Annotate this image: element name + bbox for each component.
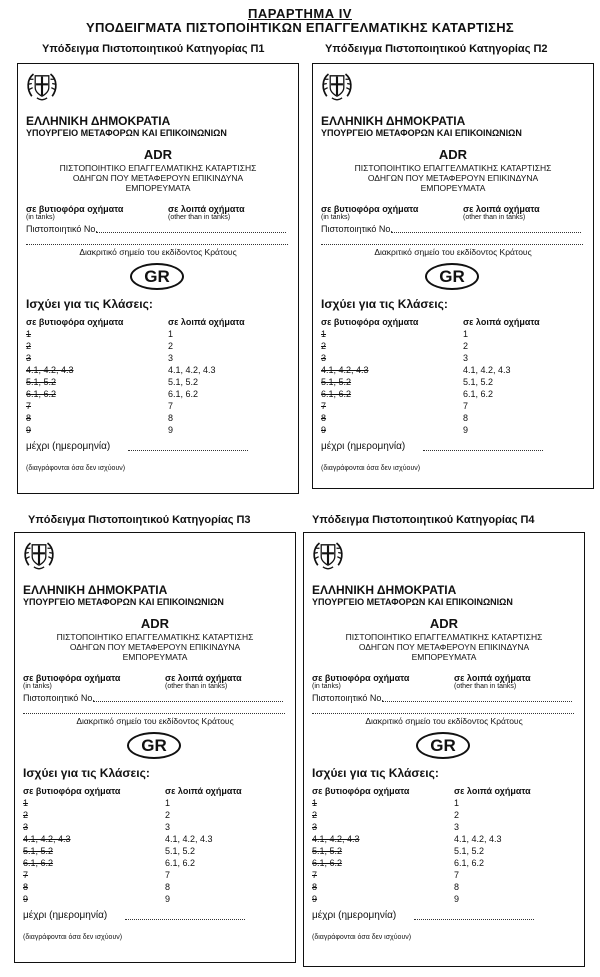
classes-tank-column-header: σε βυτιοφόρα οχήματα: [23, 786, 121, 796]
other-vehicles-label: σε λοιπά οχήματα: [463, 204, 540, 214]
tank-class-value: 5.1, 5.2: [26, 377, 57, 387]
class-row: [15, 882, 295, 894]
certificate-title-line-1: ΠΙΣΤΟΠΟΙΗΤΙΚΟ ΕΠΑΓΓΕΛΜΑΤΙΚΗΣ ΚΑΤΑΡΤΙΣΗΣ: [345, 632, 543, 642]
tank-class-value: 5.1, 5.2: [321, 377, 352, 387]
certificate-number-field: [382, 701, 572, 702]
certificate-number-label: Πιστοποιητικό No.: [321, 224, 393, 234]
classes-other-column-header: σε λοιπά οχήματα: [165, 786, 242, 796]
tank-class-value: 6.1, 6.2: [23, 858, 54, 868]
certificate-number-label: Πιστοποιητικό No.: [312, 693, 384, 703]
other-class-value: 3: [168, 353, 174, 363]
tank-class-value: 7: [26, 401, 32, 411]
strike-note: (διαγράφονται όσα δεν ισχύουν): [23, 934, 123, 941]
certificate-title-line-2: ΟΔΗΓΩΝ ΠΟΥ ΜΕΤΑΦΕΡΟΥΝ ΕΠΙΚΙΝΔΥΝΑ: [367, 173, 539, 183]
class-row: [304, 822, 584, 834]
other-class-value: 3: [165, 822, 171, 832]
class-row: [313, 425, 593, 437]
government-name: ΕΛΛΗΝΙΚΗ ΔΗΜΟΚΡΑΤΙΑ: [23, 583, 168, 597]
tank-vehicles-sublabel: (in tanks): [312, 683, 341, 690]
classes-tank-column-header: σε βυτιοφόρα οχήματα: [312, 786, 410, 796]
other-class-value: 5.1, 5.2: [454, 846, 485, 856]
class-row: [304, 882, 584, 894]
tank-class-value: 7: [321, 401, 327, 411]
tank-class-value: 8: [321, 413, 327, 423]
class-row: [304, 798, 584, 810]
class-row: [313, 329, 593, 341]
other-vehicles-sublabel: (other than in tanks): [168, 214, 231, 221]
other-class-value: 1: [463, 329, 469, 339]
adr-label: ADR: [143, 147, 173, 162]
state-mark-label: Διακριτικό σημείο του εκδίδοντος Κράτους: [374, 247, 532, 257]
tank-class-value: 6.1, 6.2: [312, 858, 343, 868]
class-row: [18, 401, 298, 413]
tank-class-value: 6.1, 6.2: [321, 389, 352, 399]
other-class-value: 6.1, 6.2: [168, 389, 199, 399]
class-row: [15, 822, 295, 834]
certificate-number-label: Πιστοποιητικό No.: [26, 224, 98, 234]
government-name: ΕΛΛΗΝΙΚΗ ΔΗΜΟΚΡΑΤΙΑ: [312, 583, 457, 597]
classes-other-column-header: σε λοιπά οχήματα: [168, 317, 245, 327]
valid-until-field: [414, 919, 534, 920]
valid-until-label: μέχρι (ημερομηνία): [312, 910, 397, 921]
certificate-card-p3: [14, 532, 296, 963]
state-mark-label: Διακριτικό σημείο του εκδίδοντος Κράτους: [76, 716, 234, 726]
tank-class-value: 9: [321, 425, 327, 435]
certificate-number-field: [391, 232, 581, 233]
class-row: [313, 353, 593, 365]
tank-class-value: 1: [23, 798, 29, 808]
other-class-value: 6.1, 6.2: [463, 389, 494, 399]
state-mark-label: Διακριτικό σημείο του εκδίδοντος Κράτους: [79, 247, 237, 257]
valid-until-label: μέχρι (ημερομηνία): [321, 441, 406, 452]
tank-class-value: 9: [26, 425, 32, 435]
other-vehicles-sublabel: (other than in tanks): [165, 683, 228, 690]
tank-class-value: 3: [23, 822, 29, 832]
tank-class-value: 5.1, 5.2: [312, 846, 343, 856]
class-row: [18, 425, 298, 437]
certificate-number-field: [93, 701, 283, 702]
class-row: [15, 810, 295, 822]
valid-until-label: μέχρι (ημερομηνία): [26, 441, 111, 452]
other-class-value: 4.1, 4.2, 4.3: [165, 834, 213, 844]
class-row: [304, 810, 584, 822]
tank-vehicles-label: σε βυτιοφόρα οχήματα: [321, 204, 419, 214]
other-class-value: 1: [454, 798, 460, 808]
class-row: [304, 894, 584, 906]
tank-class-value: 1: [321, 329, 327, 339]
valid-until-field: [128, 450, 248, 451]
class-row: [304, 846, 584, 858]
certificate-number-label: Πιστοποιητικό No.: [23, 693, 95, 703]
other-vehicles-label: σε λοιπά οχήματα: [168, 204, 245, 214]
other-vehicles-label: σε λοιπά οχήματα: [454, 673, 531, 683]
certificate-title-line-1: ΠΙΣΤΟΠΟΙΗΤΙΚΟ ΕΠΑΓΓΕΛΜΑΤΙΚΗΣ ΚΑΤΑΡΤΙΣΗΣ: [354, 163, 552, 173]
classes-other-column-header: σε λοιπά οχήματα: [463, 317, 540, 327]
other-class-value: 2: [165, 810, 171, 820]
adr-label: ADR: [438, 147, 468, 162]
valid-classes-heading: Ισχύει για τις Κλάσεις:: [321, 297, 448, 311]
certificate: [313, 64, 593, 488]
other-vehicles-label: σε λοιπά οχήματα: [165, 673, 242, 683]
certificate: [304, 533, 584, 966]
caption-p3: Υπόδειγμα Πιστοποιητικού Κατηγορίας Π3: [28, 514, 251, 526]
tank-class-value: 9: [312, 894, 318, 904]
class-row: [18, 353, 298, 365]
strike-note: (διαγράφονται όσα δεν ισχύουν): [312, 934, 412, 941]
tank-vehicles-sublabel: (in tanks): [26, 214, 55, 221]
tank-vehicles-sublabel: (in tanks): [321, 214, 350, 221]
other-class-value: 6.1, 6.2: [165, 858, 196, 868]
tank-class-value: 3: [26, 353, 32, 363]
country-code-oval: GR: [127, 732, 181, 759]
other-class-value: 8: [463, 413, 469, 423]
valid-until-label: μέχρι (ημερομηνία): [23, 910, 108, 921]
other-class-value: 1: [168, 329, 174, 339]
class-row: [304, 858, 584, 870]
strike-note: (διαγράφονται όσα δεν ισχύουν): [26, 465, 126, 472]
country-code-oval: GR: [416, 732, 470, 759]
ministry-name: ΥΠΟΥΡΓΕΙΟ ΜΕΤΑΦΟΡΩΝ ΚΑΙ ΕΠΙΚΟΙΝΩΝΙΩΝ: [321, 128, 522, 138]
other-class-value: 2: [454, 810, 460, 820]
certificate-title-line-3: ΕΜΠΟΡΕΥΜΑΤΑ: [411, 652, 477, 662]
other-class-value: 6.1, 6.2: [454, 858, 485, 868]
tank-class-value: 2: [321, 341, 327, 351]
class-row: [15, 894, 295, 906]
tank-vehicles-label: σε βυτιοφόρα οχήματα: [23, 673, 121, 683]
strike-note: (διαγράφονται όσα δεν ισχύουν): [321, 465, 421, 472]
tank-vehicles-label: σε βυτιοφόρα οχήματα: [312, 673, 410, 683]
ministry-name: ΥΠΟΥΡΓΕΙΟ ΜΕΤΑΦΟΡΩΝ ΚΑΙ ΕΠΙΚΟΙΝΩΝΙΩΝ: [23, 597, 224, 607]
other-class-value: 7: [454, 870, 460, 880]
valid-classes-heading: Ισχύει για τις Κλάσεις:: [312, 766, 439, 780]
classes-tank-column-header: σε βυτιοφόρα οχήματα: [321, 317, 419, 327]
class-row: [313, 413, 593, 425]
valid-classes-heading: Ισχύει για τις Κλάσεις:: [23, 766, 150, 780]
other-class-value: 8: [168, 413, 174, 423]
certificate-title-line-3: ΕΜΠΟΡΕΥΜΑΤΑ: [125, 183, 191, 193]
class-row: [15, 834, 295, 846]
other-class-value: 4.1, 4.2, 4.3: [168, 365, 216, 375]
class-row: [313, 377, 593, 389]
other-vehicles-sublabel: (other than in tanks): [463, 214, 526, 221]
certificate-number-field-line: [23, 713, 285, 714]
tank-class-value: 1: [312, 798, 318, 808]
certificate-card-p4: [303, 532, 585, 967]
certificate-card-p2: [312, 63, 594, 489]
class-row: [15, 798, 295, 810]
certificate: [15, 533, 295, 962]
coat-of-arms-icon: [311, 538, 345, 572]
valid-until-field: [125, 919, 245, 920]
tank-class-value: 2: [26, 341, 32, 351]
tank-class-value: 2: [23, 810, 29, 820]
class-row: [313, 389, 593, 401]
certificate-title-line-2: ΟΔΗΓΩΝ ΠΟΥ ΜΕΤΑΦΕΡΟΥΝ ΕΠΙΚΙΝΔΥΝΑ: [358, 642, 530, 652]
certificate-number-field-line: [321, 244, 583, 245]
certificate-number-field: [96, 232, 286, 233]
certificate-title-line-2: ΟΔΗΓΩΝ ΠΟΥ ΜΕΤΑΦΕΡΟΥΝ ΕΠΙΚΙΝΔΥΝΑ: [69, 642, 241, 652]
document-title: ΥΠΟΔΕΙΓΜΑΤΑ ΠΙΣΤΟΠΟΙΗΤΙΚΩΝ ΕΠΑΓΓΕΛΜΑΤΙΚΗΣ ΚΑΤΑΡΤΙΣΗΣ: [85, 20, 515, 35]
annex-title: ΠΑΡΑΡΤΗΜΑ IV: [248, 6, 352, 21]
tank-class-value: 9: [23, 894, 29, 904]
caption-p1: Υπόδειγμα Πιστοποιητικού Κατηγορίας Π1: [42, 43, 265, 55]
other-vehicles-sublabel: (other than in tanks): [454, 683, 517, 690]
caption-p2: Υπόδειγμα Πιστοποιητικού Κατηγορίας Π2: [325, 43, 548, 55]
tank-class-value: 3: [312, 822, 318, 832]
class-row: [313, 401, 593, 413]
government-name: ΕΛΛΗΝΙΚΗ ΔΗΜΟΚΡΑΤΙΑ: [26, 114, 171, 128]
other-class-value: 5.1, 5.2: [165, 846, 196, 856]
class-row: [18, 413, 298, 425]
adr-label: ADR: [140, 616, 170, 631]
class-row: [304, 834, 584, 846]
country-code-oval: GR: [425, 263, 479, 290]
tank-class-value: 8: [23, 882, 29, 892]
class-row: [313, 341, 593, 353]
class-row: [313, 365, 593, 377]
certificate: [18, 64, 298, 493]
valid-classes-heading: Ισχύει για τις Κλάσεις:: [26, 297, 153, 311]
certificate-number-field-line: [26, 244, 288, 245]
classes-tank-column-header: σε βυτιοφόρα οχήματα: [26, 317, 124, 327]
tank-class-value: 3: [321, 353, 327, 363]
caption-p4: Υπόδειγμα Πιστοποιητικού Κατηγορίας Π4: [312, 514, 535, 526]
certificate-title-line-1: ΠΙΣΤΟΠΟΙΗΤΙΚΟ ΕΠΑΓΓΕΛΜΑΤΙΚΗΣ ΚΑΤΑΡΤΙΣΗΣ: [56, 632, 254, 642]
other-class-value: 9: [165, 894, 171, 904]
valid-until-field: [423, 450, 543, 451]
tank-class-value: 7: [312, 870, 318, 880]
other-class-value: 7: [463, 401, 469, 411]
state-mark-label: Διακριτικό σημείο του εκδίδοντος Κράτους: [365, 716, 523, 726]
tank-class-value: 5.1, 5.2: [23, 846, 54, 856]
government-name: ΕΛΛΗΝΙΚΗ ΔΗΜΟΚΡΑΤΙΑ: [321, 114, 466, 128]
coat-of-arms-icon: [320, 69, 354, 103]
certificate-title-line-3: ΕΜΠΟΡΕΥΜΑΤΑ: [420, 183, 486, 193]
certificate-title-line-2: ΟΔΗΓΩΝ ΠΟΥ ΜΕΤΑΦΕΡΟΥΝ ΕΠΙΚΙΝΔΥΝΑ: [72, 173, 244, 183]
class-row: [18, 365, 298, 377]
tank-class-value: 8: [312, 882, 318, 892]
certificate-title-line-1: ΠΙΣΤΟΠΟΙΗΤΙΚΟ ΕΠΑΓΓΕΛΜΑΤΙΚΗΣ ΚΑΤΑΡΤΙΣΗΣ: [59, 163, 257, 173]
other-class-value: 5.1, 5.2: [463, 377, 494, 387]
classes-other-column-header: σε λοιπά οχήματα: [454, 786, 531, 796]
tank-class-value: 4.1, 4.2, 4.3: [26, 365, 74, 375]
certificate-card-p1: [17, 63, 299, 494]
other-class-value: 4.1, 4.2, 4.3: [463, 365, 511, 375]
tank-class-value: 2: [312, 810, 318, 820]
ministry-name: ΥΠΟΥΡΓΕΙΟ ΜΕΤΑΦΟΡΩΝ ΚΑΙ ΕΠΙΚΟΙΝΩΝΙΩΝ: [312, 597, 513, 607]
tank-class-value: 8: [26, 413, 32, 423]
other-class-value: 9: [454, 894, 460, 904]
class-row: [18, 329, 298, 341]
country-code-oval: GR: [130, 263, 184, 290]
certificate-number-field-line: [312, 713, 574, 714]
other-class-value: 7: [168, 401, 174, 411]
tank-class-value: 4.1, 4.2, 4.3: [23, 834, 71, 844]
class-row: [15, 870, 295, 882]
class-row: [15, 846, 295, 858]
other-class-value: 7: [165, 870, 171, 880]
ministry-name: ΥΠΟΥΡΓΕΙΟ ΜΕΤΑΦΟΡΩΝ ΚΑΙ ΕΠΙΚΟΙΝΩΝΙΩΝ: [26, 128, 227, 138]
other-class-value: 9: [463, 425, 469, 435]
tank-class-value: 7: [23, 870, 29, 880]
class-row: [18, 389, 298, 401]
other-class-value: 4.1, 4.2, 4.3: [454, 834, 502, 844]
class-row: [304, 870, 584, 882]
class-row: [15, 858, 295, 870]
other-class-value: 5.1, 5.2: [168, 377, 199, 387]
tank-vehicles-sublabel: (in tanks): [23, 683, 52, 690]
adr-label: ADR: [429, 616, 459, 631]
class-row: [18, 341, 298, 353]
tank-vehicles-label: σε βυτιοφόρα οχήματα: [26, 204, 124, 214]
tank-class-value: 6.1, 6.2: [26, 389, 57, 399]
other-class-value: 1: [165, 798, 171, 808]
other-class-value: 2: [168, 341, 174, 351]
coat-of-arms-icon: [25, 69, 59, 103]
other-class-value: 8: [454, 882, 460, 892]
other-class-value: 3: [454, 822, 460, 832]
coat-of-arms-icon: [22, 538, 56, 572]
other-class-value: 2: [463, 341, 469, 351]
class-row: [18, 377, 298, 389]
certificate-title-line-3: ΕΜΠΟΡΕΥΜΑΤΑ: [122, 652, 188, 662]
other-class-value: 3: [463, 353, 469, 363]
tank-class-value: 4.1, 4.2, 4.3: [321, 365, 369, 375]
other-class-value: 9: [168, 425, 174, 435]
tank-class-value: 1: [26, 329, 32, 339]
tank-class-value: 4.1, 4.2, 4.3: [312, 834, 360, 844]
other-class-value: 8: [165, 882, 171, 892]
